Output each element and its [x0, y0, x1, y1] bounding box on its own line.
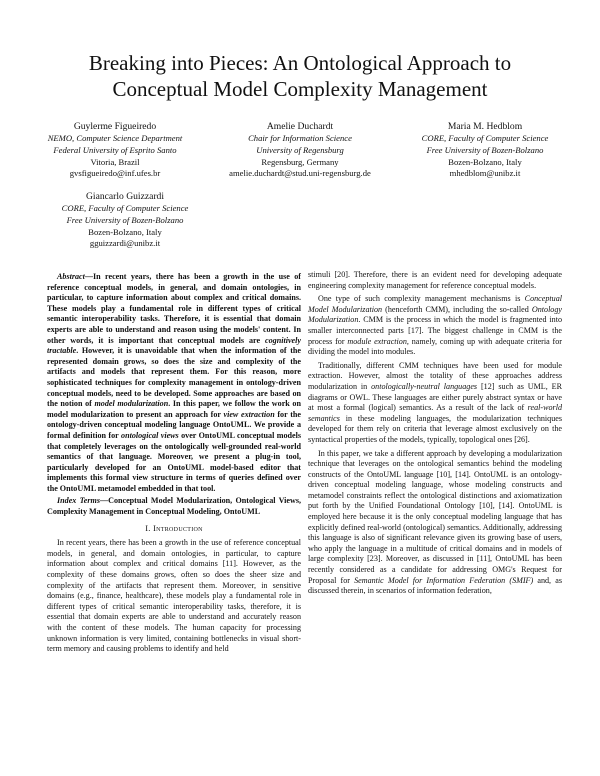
body-text: One type of such complexity management mechanisms is [318, 294, 525, 304]
author-3 [400, 120, 570, 180]
body-paragraph [308, 449, 562, 597]
abstract-text: . However, it is unavoidable that when the information of the represented domain grows, so does the size and complexity of the artifacts and models that represent them. For this reason, more sophisticated techniques for complexity management in ontology-driven conceptual models, need to be developed. Some approaches are based on the notion of [47, 346, 301, 409]
abstract-text: . In this paper, we follow the work on model modularization to present an approach for [47, 399, 301, 419]
author-dept: CORE, Faculty of Computer Science [61, 203, 189, 213]
author-name: Maria M. Hedblom [447, 121, 523, 132]
author-org: Free University of Bozen-Bolzano [426, 144, 544, 155]
body-text: In this paper, we take a different approach by developing a modularization technique that leverages on the ontological semantics behind the modeling constructs of the OntoUML language [10], [14]. OntoUML is an ontology-driven conceptual modeling language, whose modeling constructs and metamodel constraints reflect the ontological distinctions and axiomatization put forth by the Unified Foundational Ontology [10], [14]. OntoUML is employed here because it is the only conceptual modeling language that has explicitly defined real-world (ontological) semantics. Additionally, addressing this language is also of significant relevance given its growing base of users, who apply the language in a multitude of critical domains and in models of large complexity [23]. Moreover, as discussed in [11], OntoUML has been recently considered as a candidate for addressing OMG's Request for Proposal for [308, 448, 562, 585]
author-place: Bozen-Bolzano, Italy [88, 226, 162, 237]
abstract-emphasis: cognitively tractable [47, 335, 301, 356]
section-heading: I. Introduction [145, 523, 203, 533]
body-emphasis: Conceptual Model Modularization [308, 294, 562, 314]
body-text: in these modeling languages, the modularization techniques developed for them rely on criteria that leverage almost exclusively on the syntactical properties of the models, typically, topological ones [26]. [308, 413, 562, 444]
author-1 [30, 120, 200, 180]
paper-title: Breaking into Pieces: An Ontological Approach to Conceptual Model Complexity Management [88, 51, 512, 101]
abstract-emphasis: model modularization [94, 399, 169, 409]
body-text: , namely, coming up with adequate criteria for dividing the model into modules. [308, 336, 562, 357]
body-text: . CMM is the process in which the model is fragmented into smaller interconnected parts [17]. The biggest challenge in CMM is the process for [308, 315, 562, 346]
author-place: Regensburg, Germany [261, 156, 339, 167]
body-paragraph: In recent years, there has been a growth in the use of reference conceptual models, in general, and domain ontologies, in particular, to capture information about complex and critical domains [11]. However, as the complexity of these domains grows, often so does the sheer size and complexity of the artifacts that represent them. Moreover, in sensitive domains (e.g., finance, healthcare), these models play a fundamental role in different types of critical semantic interoperability tasks, therefore, it is essential that domain experts are able to understand and accurately reason with the content of these models. The human capacity for processing unknown information is very limited, containing bottlenecks in visual short-term memory and causing problems to identify and held [47, 538, 301, 654]
index-terms-label: Index Terms [57, 496, 100, 506]
abstract-text: over OntoUML conceptual models that completely leverages on the ontologically well-grounded real-world semantics of that language. Moreover, we present a plug-in tool, particularly developed for an OntoUML model-based editor that implements this formal view structure in terms of queries defined over the OntoUML metamodel embedded in that tool. [47, 430, 301, 493]
author-4 [40, 190, 210, 250]
body-text: Traditionally, different CMM techniques have been used for module extraction. However, almost the totality of these approaches address modularization in [308, 360, 562, 391]
body-paragraph: stimuli [20]. Therefore, there is an evident need for developing adequate engineering complexity management for reference conceptual models. [308, 270, 562, 290]
author-name: Giancarlo Guizzardi [85, 191, 165, 202]
abstract-emphasis: ontological views [121, 430, 179, 440]
author-org: University of Regensburg [256, 144, 344, 155]
author-2 [210, 120, 390, 180]
index-terms-text: Conceptual Model Modularization, Ontological Views, Complexity Management in Conceptual Modeling, OntoUML [47, 496, 302, 517]
body-text: and, as discussed therein, in scenarios of information federation, [308, 575, 562, 596]
abstract-emphasis: view extraction [223, 409, 275, 419]
index-terms: Index Terms—Conceptual Model Modularization, Ontological Views, Complexity Management in Conceptual Modeling, OntoUML [47, 496, 302, 517]
abstract-label: Abstract [57, 272, 85, 281]
author-block [30, 120, 570, 180]
left-column [47, 272, 301, 655]
author-name: Amelie Duchardt [266, 121, 334, 132]
author-dept: Chair for Information Science [248, 133, 352, 143]
right-column [308, 270, 562, 597]
abstract-text: for the ontology-driven conceptual modeling language OntoUML. We provide a formal definition for [47, 409, 302, 440]
body-emphasis: module extraction [347, 336, 407, 346]
author-org: Federal University of Esprito Santo [53, 144, 177, 155]
author-dept: NEMO, Computer Science Department [47, 133, 183, 143]
body-paragraph [308, 361, 562, 446]
body-emphasis: ontologically-neutral languages [371, 381, 478, 391]
body-emphasis: Semantic Model for Information Federation (SMIF) [354, 575, 534, 585]
abstract-text: In recent years, there has been a growth in the use of reference conceptual models, in general, and domain ontologies, in particular, to capture information about complex and critical domains. These models play a fundamental role in different types of critical semantic interoperability tasks. Therefore, it is essential that domain experts are able to understand and reason using the models' content. In other words, it is important that conceptual models are [47, 272, 301, 345]
abstract: Abstract—In recent years, there has been a growth in the use of reference conceptual models, in general, and domain ontologies, in particular, to capture information about complex and critical domains. These models play a fundamental role in different types of critical semantic interoperability tasks. Therefore, it is essential that domain experts are able to understand and reason using the models' content. In other words, it is important that conceptual models are cognitively tractable. However, it is unavoidable that when the information of the represented domain grows, so does the size and complexity of the artifacts and models that represent them. For this reason, more sophisticated techniques for complexity management in ontology-driven conceptual models, need to be developed. Some approaches are based on the notion of model modularization. In this paper, we follow the work on model modularization to present an approach for view extraction for the ontology-driven conceptual modeling language OntoUML. We provide a formal definition for ontological views over OntoUML conceptual models that completely leverages on the ontologically well-grounded real-world semantics of that language. Moreover, we present a plug-in tool, particularly developed for an OntoUML model-based editor that implements this formal view structure in terms of queries defined over the OntoUML metamodel embedded in that tool. [47, 272, 302, 493]
body-text: (henceforth CMM), including the so-called [382, 304, 532, 314]
body-emphasis: real-world semantics [308, 403, 562, 423]
body-paragraph [308, 294, 562, 358]
author-email: gguizzardi@unibz.it [89, 238, 161, 249]
author-name: Guylerme Figueiredo [73, 121, 157, 132]
body-emphasis: Ontology Modularization [308, 304, 562, 325]
author-email: mhedblom@unibz.it [449, 168, 521, 179]
author-email: amelie.duchardt@stud.uni-regensburg.de [229, 168, 371, 179]
author-org: Free University of Bozen-Bolzano [66, 214, 184, 225]
body-text: [12] such as UML, ER diagrams or OWL. These languages are either purely abstract syntax or have at most a formal (logical) semantics. As a result of the lack of [308, 381, 563, 413]
author-place: Vitoria, Brazil [90, 156, 140, 167]
author-dept: CORE, Faculty of Computer Science [421, 133, 549, 143]
author-place: Bozen-Bolzano, Italy [448, 156, 522, 167]
author-email: gvsfigueiredo@inf.ufes.br [69, 168, 161, 179]
